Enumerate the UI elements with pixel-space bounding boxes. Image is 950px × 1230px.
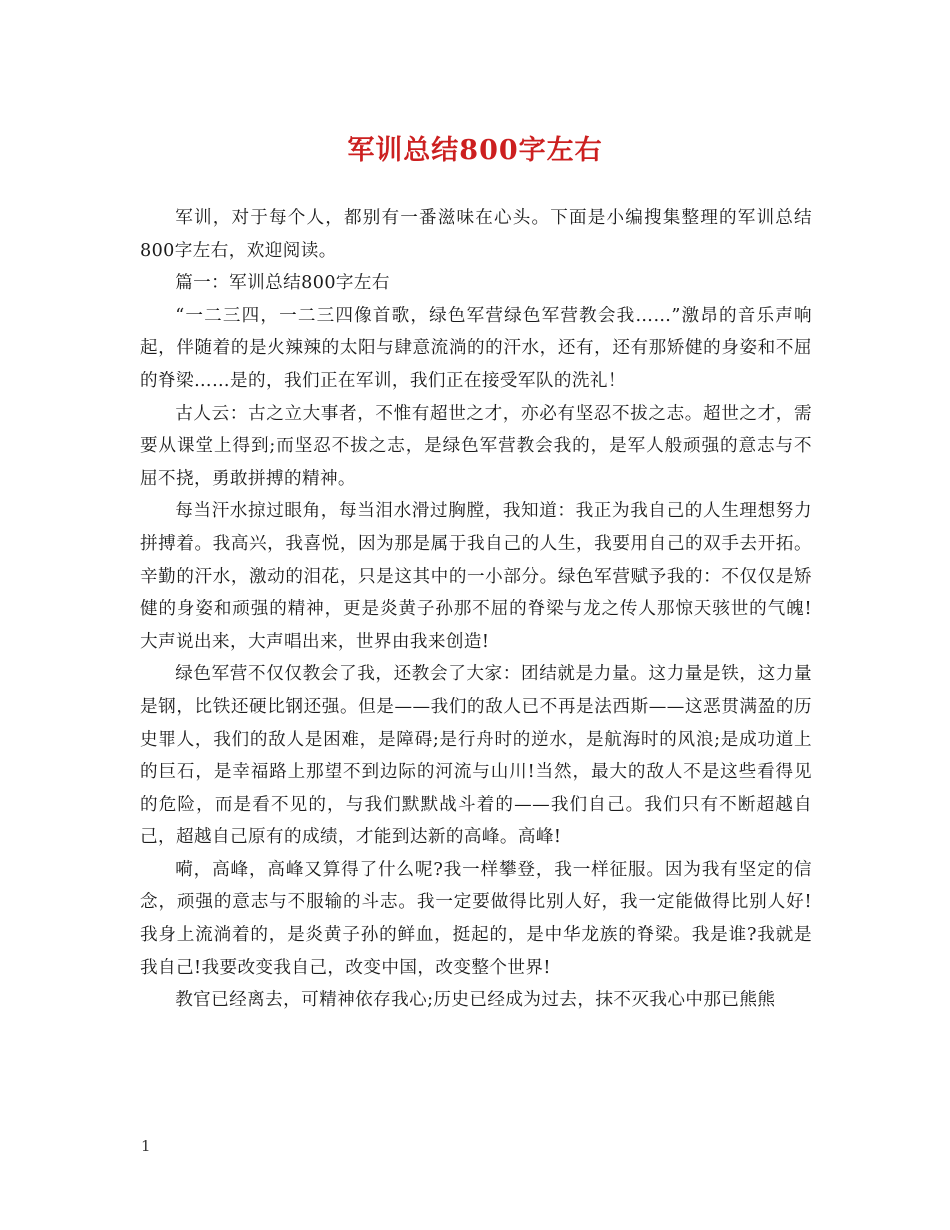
paragraph-truncated: 教官已经离去，可精神依存我心;历史已经成为过去，抹不灭我心中那已熊熊 xyxy=(175,990,776,1011)
document-title: 军训总结800字左右 xyxy=(347,135,603,166)
paragraph: 古人云：古之立大事者，不惟有超世之才，亦必有坚忍不拔之志。超世之才，需要从课堂上得到;而坚忍不拔之志，是绿色军营教会我的，是军人般顽强的意志与不屈不挠，勇敢拼搏的精神。 xyxy=(140,403,812,489)
paragraph-section-heading: 篇一：军训总结800字左右 xyxy=(175,273,390,294)
page-number: 1 xyxy=(141,1137,151,1155)
paragraph: “一二三四，一二三四像首歌，绿色军营绿色军营教会我……”激昂的音乐声响起，伴随着的是火辣辣的太阳与肆意流淌的的汗水，还有，还有那矫健的身姿和不屈的脊梁……是的，我们正在军训，我们正在接受军队的洗礼！ xyxy=(140,305,812,391)
document-body xyxy=(140,202,812,1017)
paragraph: 嗬，高峰，高峰又算得了什么呢?我一样攀登，我一样征服。因为我有坚定的信念，顽强的意志与不服输的斗志。我一定要做得比别人好，我一定能做得比别人好!我身上流淌着的，是炎黄子孙的鲜血，挺起的，是中华龙族的脊梁。我是谁?我就是我自己!我要改变我自己，改变中国，改变整个世界! xyxy=(140,859,812,978)
paragraph-intro: 军训，对于每个人，都别有一番滋味在心头。下面是小编搜集整理的军训总结800字左右，欢迎阅读。 xyxy=(140,208,812,261)
paragraph: 绿色军营不仅仅教会了我，还教会了大家：团结就是力量。这力量是铁，这力量是钢，比铁还硬比钢还强。但是——我们的敌人已不再是法西斯——这恶贯满盈的历史罪人，我们的敌人是困难，是障碍;是行舟时的逆水，是航海时的风浪;是成功道上的巨石，是幸福路上那望不到边际的河流与山川!当然，最大的敌人不是这些看得见的危险，而是看不见的，与我们默默战斗着的——我们自己。我们只有不断超越自己，超越自己原有的成绩，才能到达新的高峰。高峰! xyxy=(140,664,812,848)
paragraph: 每当汗水掠过眼角，每当泪水滑过胸膛，我知道：我正为我自己的人生理想努力拼搏着。我高兴，我喜悦，因为那是属于我自己的人生，我要用自己的双手去开拓。辛勤的汗水，激动的泪花，只是这其中的一小部分。绿色军营赋予我的：不仅仅是矫健的身姿和顽强的精神，更是炎黄子孙那不屈的脊梁与龙之传人那惊天骇世的气魄!大声说出来，大声唱出来，世界由我来创造! xyxy=(140,501,812,652)
